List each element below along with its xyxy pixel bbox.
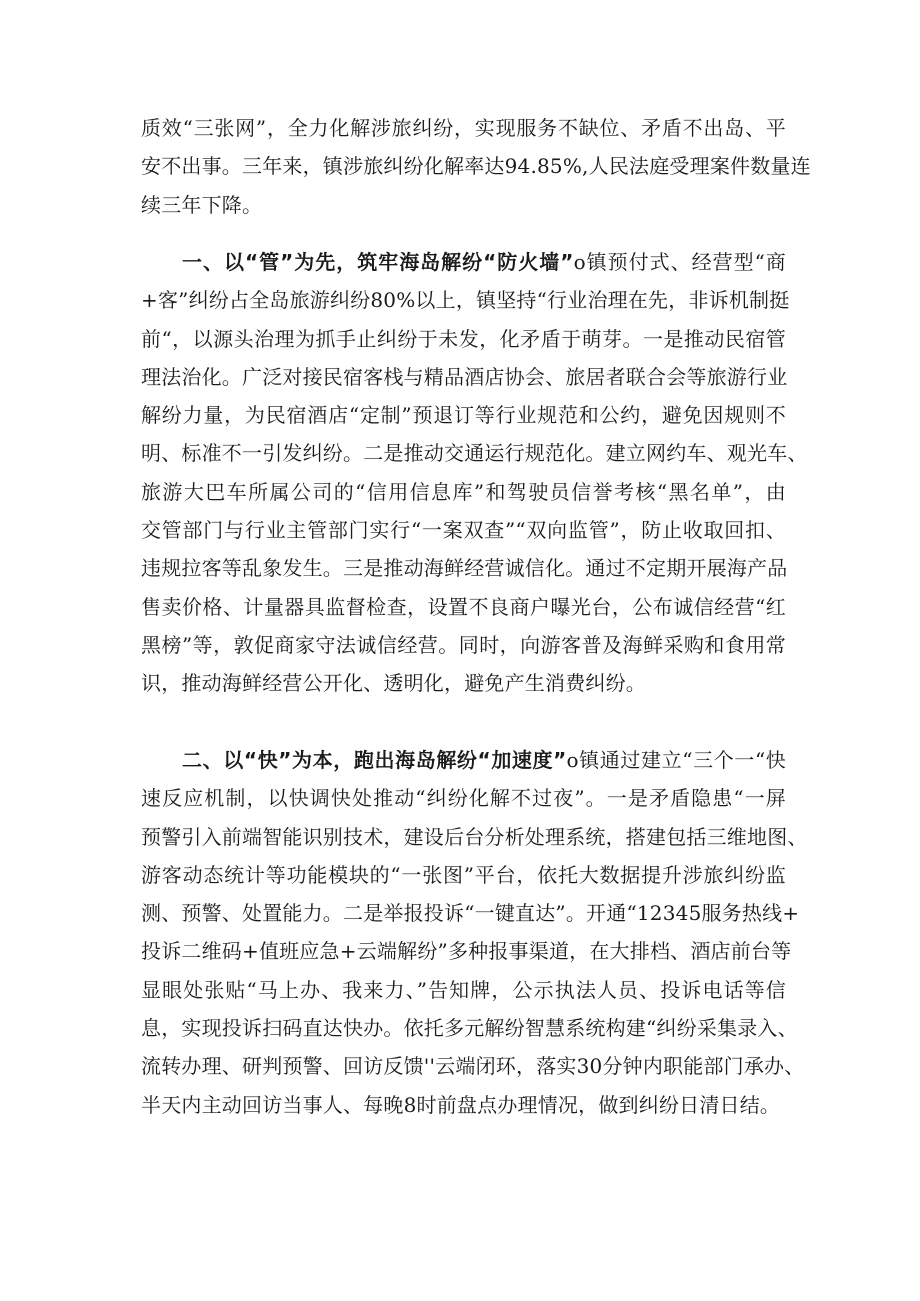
text-line: 质效“三张网”，全力化解涉旅纠纷，实现服务不缺位、矛盾不出岛、平 (141, 116, 786, 140)
text-line: 违规拉客等乱象发生。三是推动海鲜经营诚信化。通过不定期开展海产品 (141, 556, 788, 581)
paragraph-2 (141, 243, 808, 703)
text-run: o镇通过建立“三个一“快 (566, 748, 787, 772)
text-line: 测、预警、处置能力。二是举报投诉“一键直达”。开通“12345服务热线+ (141, 901, 800, 926)
text-line: 前“，以源头治理为抓手止纠纷于未发，化矛盾于萌芽。一是推动民宿管 (141, 326, 786, 351)
text-run: o镇预付式、经营型“商 (573, 250, 787, 274)
paragraph-3-first-line (141, 741, 786, 779)
paragraph-2-first-line (141, 243, 786, 281)
text-line: 半天内主动回访当事人、每晚8时前盘点办理情况，做到纠纷日清日结。 (141, 1092, 781, 1117)
text-line: 旅游大巴车所属公司的“信用信息库”和驾驶员信誉考核“黑名单”，由 (141, 479, 786, 504)
text-line: 解纷力量，为民宿酒店“定制”预退订等行业规范和公约，避免因规则不 (141, 403, 786, 428)
text-line: 理法治化。广泛对接民宿客栈与精品酒店协会、旅居者联合会等旅游行业 (141, 364, 788, 389)
section-heading-1: 一、以“管”为先，筑牢海岛解纷“防火墙” (182, 250, 574, 274)
text-line: 显眼处张贴“马上办、我来力、”告知牌，公示执法人员、投诉电话等信 (141, 977, 786, 1002)
text-line: 安不出事。三年来，镇涉旅纠纷化解率达94.85%,人民法庭受理案件数量连 (141, 154, 811, 179)
text-line: 流转办理、研判预警、回访反馈''云端闭环，落实30分钟内职能部门承办、 (141, 1054, 805, 1079)
text-line: 预警引入前端智能识别技术，建设后台分析处理系统，搭建包括三维地图、 (141, 824, 808, 849)
text-line: 息，实现投诉扫码直达快办。依托多元解纷智慧系统构建“纠纷采集录入、 (141, 1016, 798, 1041)
paragraph-1 (141, 109, 811, 224)
text-line: 识，推动海鲜经营公开化、透明化，避免产生消费纠纷。 (141, 671, 646, 696)
paragraph-3 (141, 741, 808, 1124)
text-line: 明、标准不一引发纠纷。二是推动交通运行规范化。建立网约车、观光车、 (141, 441, 808, 466)
text-line: 黑榜”等，敦促商家守法诚信经营。同时，向游客普及海鲜采购和食用常 (141, 632, 786, 657)
text-line: 投诉二维码+值班应急+云端解纷”多种报事渠道，在大排档、酒店前台等 (141, 939, 792, 964)
text-line: +客”纠纷占全岛旅游纠纷80%以上，镇坚持“行业治理在先，非诉机制挺 (141, 288, 790, 313)
section-heading-2: 二、以“快”为本，跑出海岛解纷“加速度” (182, 748, 567, 772)
text-line: 速反应机制，以快调快处推动“纠纷化解不过夜”。一是矛盾隐患“一屏 (141, 786, 786, 811)
text-line: 游客动态统计等功能模块的“一张图”平台，依托大数据提升涉旅纠纷监 (141, 862, 786, 887)
text-line: 交管部门与行业主管部门实行“一案双查”“双向监管”，防止收取回扣、 (141, 518, 786, 543)
text-line: 售卖价格、计量器具监督检查，设置不良商户曝光台，公布诚信经营“红 (141, 594, 786, 619)
text-line: 续三年下降。 (141, 192, 263, 217)
